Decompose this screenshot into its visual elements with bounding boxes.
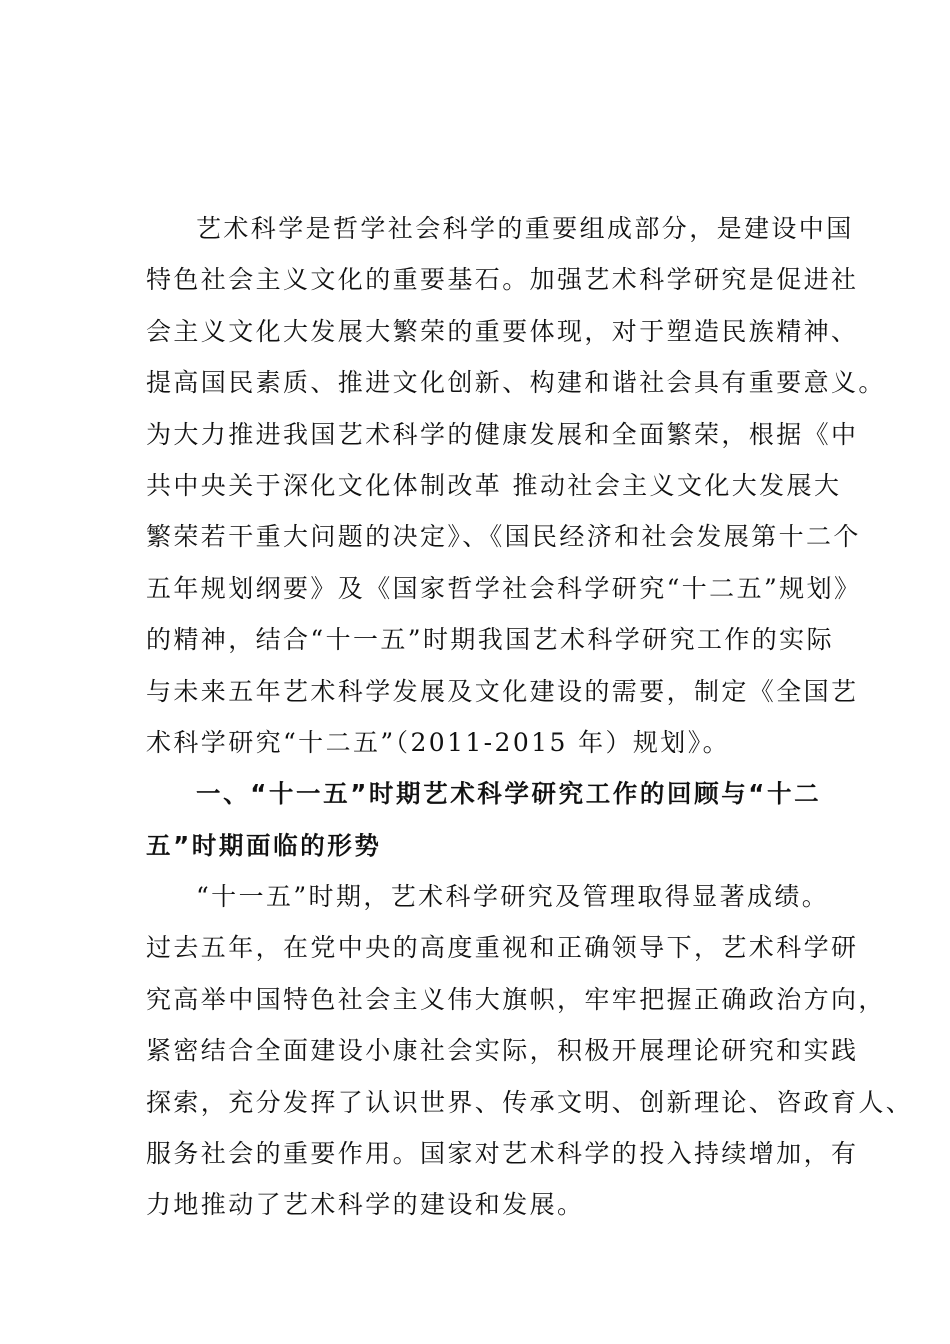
text-line: 究高举中国特色社会主义伟大旗帜，牢牢把握正确政治方向， [146,984,886,1014]
section-heading [146,768,822,871]
heading-line: 一、“十一五”时期艺术科学研究工作的回顾与“十二 [196,779,822,809]
heading-line: 五”时期面临的形势 [146,830,382,860]
text-line: 繁荣若干重大问题的决定》、《国民经济和社会发展第十二个 [146,522,861,552]
text-line: 术科学研究“十二五”（2011-2015 年）规划》。 [146,727,731,757]
paragraph-review [146,871,914,1231]
document-body [146,203,914,1231]
text-line: 艺术科学是哲学社会科学的重要组成部分，是建设中国 [196,214,854,243]
text-line: 会主义文化大发展大繁荣的重要体现，对于塑造民族精神、 [146,316,859,346]
text-line: 为大力推进我国艺术科学的健康发展和全面繁荣，根据《中 [146,419,859,449]
text-line: 共中央关于深化文化体制改革 推动社会主义文化大发展大 [146,470,842,500]
text-line: 力地推动了艺术科学的建设和发展。 [146,1190,585,1220]
text-line: “十一五”时期，艺术科学研究及管理取得显著成绩。 [196,882,830,912]
text-line: 过去五年，在党中央的高度重视和正确领导下，艺术科学研 [146,933,859,963]
text-line: 探索，充分发挥了认识世界、传承文明、创新理论、咨政育人、 [146,1087,914,1117]
text-line: 的精神，结合“十一五”时期我国艺术科学研究工作的实际 [146,625,834,655]
text-line: 提高国民素质、推进文化创新、构建和谐社会具有重要意义。 [146,368,886,398]
text-line: 特色社会主义文化的重要基石。加强艺术科学研究是促进社 [146,265,859,295]
text-line: 紧密结合全面建设小康社会实际，积极开展理论研究和实践 [146,1036,859,1066]
text-line: 与未来五年艺术科学发展及文化建设的需要，制定《全国艺 [146,676,859,706]
paragraph-intro [146,203,886,768]
text-line: 五年规划纲要》及《国家哲学社会科学研究“十二五”规划》 [146,573,862,603]
text-line: 服务社会的重要作用。国家对艺术科学的投入持续增加，有 [146,1139,859,1169]
